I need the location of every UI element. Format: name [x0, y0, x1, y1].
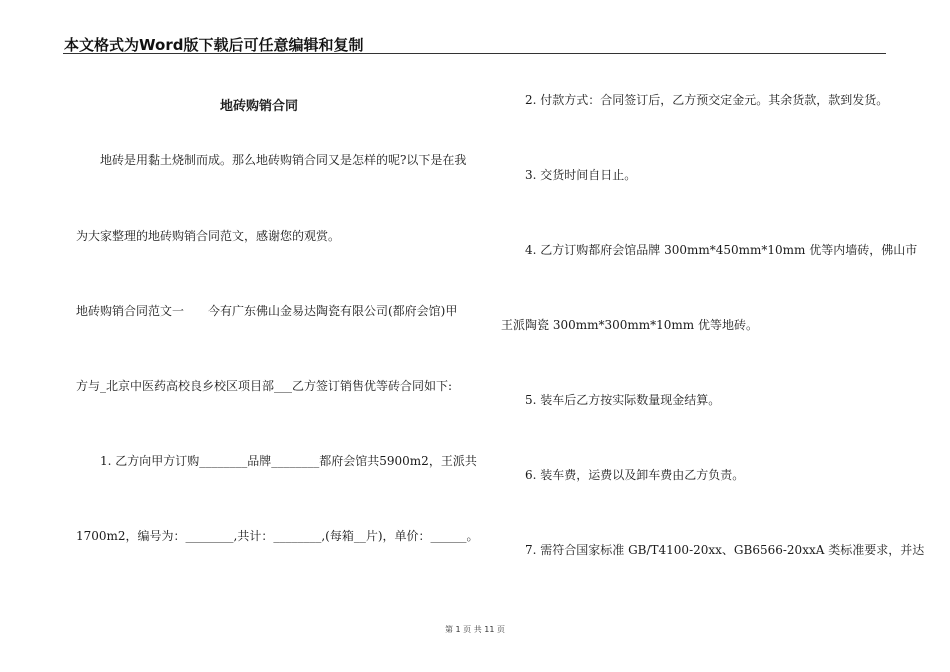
- left-paragraph-line: 方与_北京中医药高校良乡校区项目部___乙方签订销售优等砖合同如下:: [76, 379, 453, 393]
- header-divider: [63, 53, 886, 54]
- left-paragraph-line: 为大家整理的地砖购销合同范文，感谢您的观赏。: [76, 229, 341, 243]
- right-paragraph-line: 3. 交货时间自日止。: [525, 168, 637, 182]
- right-paragraph-line: 4. 乙方订购都府会馆品牌 300mm*450mm*10mm 优等内墙砖，佛山市: [525, 243, 918, 257]
- right-paragraph-line: 5. 装车后乙方按实际数量现金结算。: [525, 393, 721, 407]
- right-paragraph-line: 6. 装车费，运费以及卸车费由乙方负责。: [525, 468, 745, 482]
- document-title: 地砖购销合同: [220, 99, 299, 114]
- page-number-footer: 第 1 页 共 11 页: [445, 625, 505, 634]
- left-paragraph-line: 1700m2，编号为：________,共计：________,(每箱__片)，单价：______。: [76, 529, 479, 543]
- right-paragraph-line: 2. 付款方式：合同签订后，乙方预交定金元。其余货款，款到发货。: [525, 93, 889, 107]
- left-paragraph-line: 1. 乙方向甲方订购________品牌________都府会馆共5900m2，王派共: [100, 454, 477, 468]
- left-paragraph-line: 地砖购销合同范文一 今有广东佛山金易达陶瓷有限公司(都府会馆)甲: [76, 304, 458, 318]
- right-paragraph-line: 7. 需符合国家标准 GB/T4100-20xx、GB6566-20xxA 类标准要求，并达: [525, 543, 925, 557]
- document-header: 本文格式为Word版下载后可任意编辑和复制: [64, 36, 364, 54]
- right-paragraph-line: 王派陶瓷 300mm*300mm*10mm 优等地砖。: [501, 318, 758, 332]
- left-paragraph-line: 地砖是用黏土烧制而成。那么地砖购销合同又是怎样的呢?以下是在我: [100, 153, 467, 167]
